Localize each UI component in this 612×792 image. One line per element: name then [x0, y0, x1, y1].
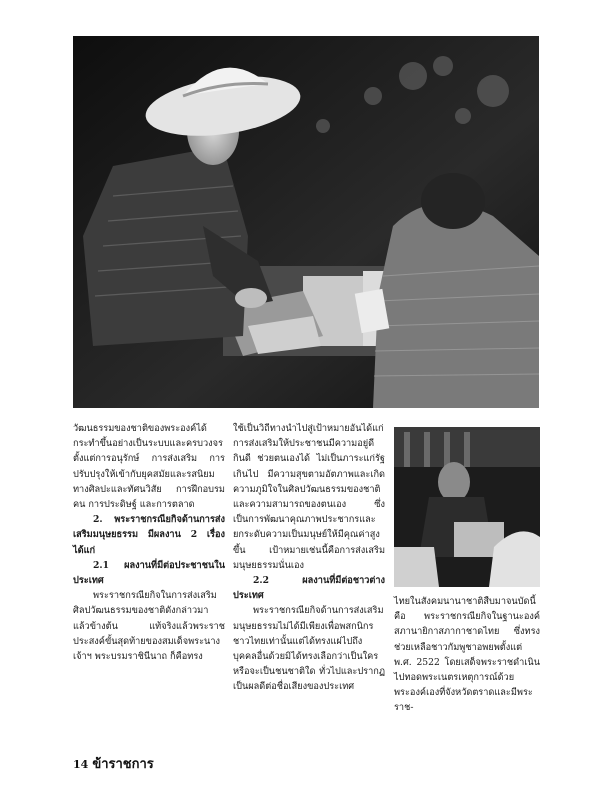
paragraph: พระราชกรณียกิจด้านการส่งเสริมมนุษยธรรมไม่ได้มีเพียงเพื่อพสกนิกรชาวไทยเท่านั้นแต่ได้ทรงแผ่ไปถึงบุคคลอื่นด้วยมิได้ทรงเลือกว่าเป็นใคร หรือจะเป็นชนชาติใด ทั่วไปและปรากฏเป็นผลดีต่อชื่อเสียงของประเทศ: [233, 605, 385, 693]
side-photograph: [394, 427, 540, 587]
text-column-2: [233, 421, 385, 695]
main-photograph-art: [73, 36, 539, 408]
publication-title: ข้าราชการ: [92, 757, 154, 772]
paragraph: วัฒนธรรมของชาติของพระองค์ได้กระทำขึ้นอย่างเป็นระบบและครบวงจรตั้งแต่การอนุรักษ์ การส่งเสริม การปรับปรุงให้เข้ากับยุคสมัยและรสนิยมทางศิลปะและทัศนวิสัย การฝึกอบรมคน การประดิษฐ์ และการตลาด: [73, 423, 225, 511]
paragraph: ไทยในสังคมนานาชาติสืบมาจนบัดนี้ คือ พระราชกรณียกิจในฐานะองค์สภานายิกาสภากาชาดไทย ซึ่งทรงช่วยเหลือชาวกัมพูชาอพยพตั้งแต่ พ.ศ. 2522 โดยเสด็จพระราชดำเนินไปทอดพระเนตรเหตุการณ์ด้วยพระองค์เองที่จังหวัดตราดและมีพระราช-: [394, 596, 540, 714]
paragraph: พระราชกรณียกิจในการส่งเสริมศิลปวัฒนธรรมของชาติดังกล่าวมาแล้วข้างต้น แท้จริงแล้วพระราชประสงค์ขั้นสุดท้ายของสมเด็จพระนางเจ้าฯ พระบรมราชินีนาถ ก็คือทรง: [73, 590, 225, 663]
section-heading: 2. พระราชกรณียกิจด้านการส่งเสริมมนุษยธรรม มีผลงาน 2 เรื่อง ได้แก่: [73, 514, 225, 556]
subsection-heading: 2.2 ผลงานที่มีต่อชาวต่างประเทศ: [233, 575, 385, 602]
subsection-heading: 2.1 ผลงานที่มีต่อประชาชนในประเทศ: [73, 559, 225, 587]
side-photograph-art: [394, 427, 540, 587]
page-folio: [73, 753, 154, 774]
paragraph: ใช้เป็นวิถีทางนำไปสู่เป้าหมายอันได้แก่การส่งเสริมให้ประชาชนมีความอยู่ดีกินดี ช่วยตนเองได้ ไม่เป็นภาระแก่รัฐเกินไป มีความสุขตามอัตภาพและเกิดความภูมิใจในศิลปวัฒนธรรมของชาติและความสามารถของตนเอง ซึ่งเป็นการพัฒนาคุณภาพประชากรและยกระดับความเป็นมนุษย์ให้มีคุณค่าสูงขึ้น เป้าหมายเช่นนี้คือการส่งเสริมมนุษยธรรมนั่นเอง: [233, 423, 385, 571]
main-photograph: [73, 36, 539, 408]
text-column-3: [394, 594, 540, 716]
page-number: 14: [73, 758, 89, 771]
text-column-1: [73, 421, 225, 664]
